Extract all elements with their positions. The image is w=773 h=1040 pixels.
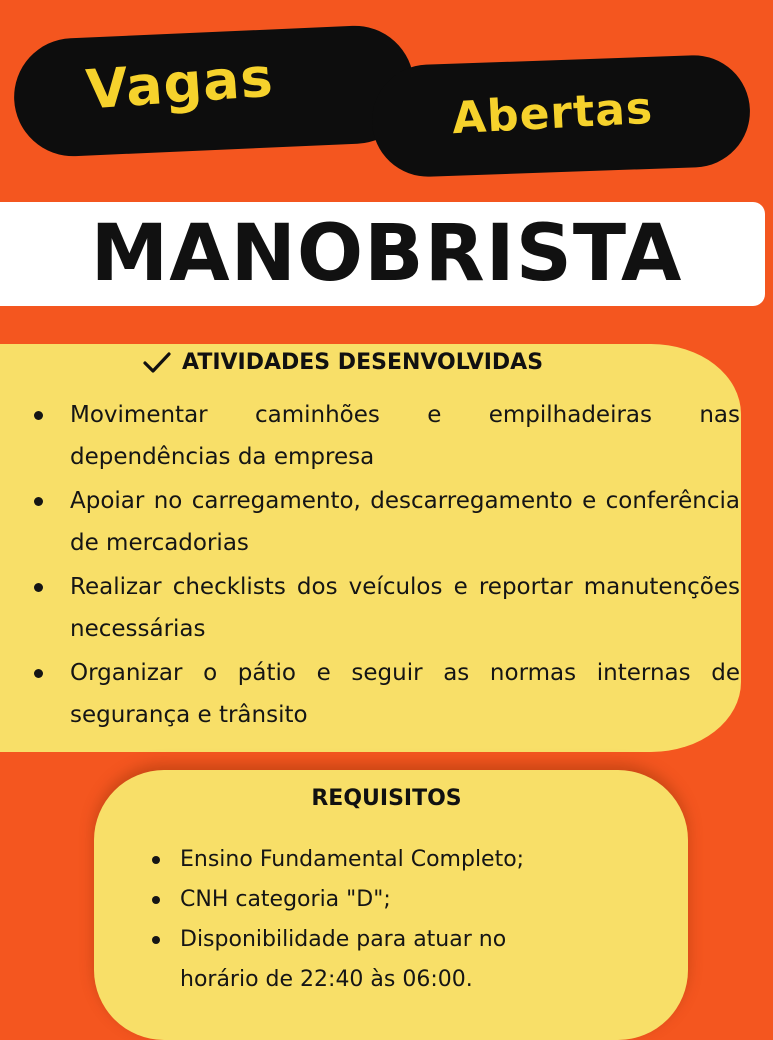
activities-heading (142, 350, 543, 375)
bullet-icon (34, 669, 43, 678)
check-icon (142, 351, 172, 375)
requirement-text: Disponibilidade para atuar no (180, 927, 507, 952)
activity-item (32, 394, 740, 478)
bullet-icon (152, 856, 160, 864)
bullet-icon (152, 936, 160, 944)
requirement-text: Ensino Fundamental Completo; (180, 847, 525, 872)
headline-abertas: Abertas (450, 82, 655, 145)
bullet-icon (34, 497, 43, 506)
activities-heading-label: ATIVIDADES DESENVOLVIDAS (182, 350, 544, 375)
activity-text: Apoiar no carregamento, descarregamento e conferência de mercadorias (70, 488, 740, 556)
bullet-icon (34, 411, 43, 420)
activity-item (32, 480, 740, 564)
requirement-text: horário de 22:40 às 06:00. (180, 967, 473, 992)
activities-list (32, 394, 740, 738)
requirement-text: CNH categoria "D"; (180, 887, 391, 912)
activity-text: Movimentar caminhões e empilhadeiras nas dependências da empresa (70, 402, 740, 470)
activity-item (32, 566, 740, 650)
activity-text: Realizar checklists dos veículos e reportar manutenções necessárias (70, 574, 740, 642)
bullet-icon (34, 583, 43, 592)
requirement-item (150, 920, 670, 960)
requirements-heading: REQUISITOS (311, 786, 462, 811)
activity-text: Organizar o pátio e seguir as normas internas de segurança e trânsito (70, 660, 740, 728)
headline-vagas: Vagas (84, 45, 276, 122)
bullet-icon (152, 896, 160, 904)
requirement-item-continued (150, 960, 670, 1000)
activity-item (32, 652, 740, 736)
requirement-item (150, 880, 670, 920)
job-title: MANOBRISTA (90, 209, 683, 299)
requirements-list (150, 840, 670, 1000)
requirement-item (150, 840, 670, 880)
